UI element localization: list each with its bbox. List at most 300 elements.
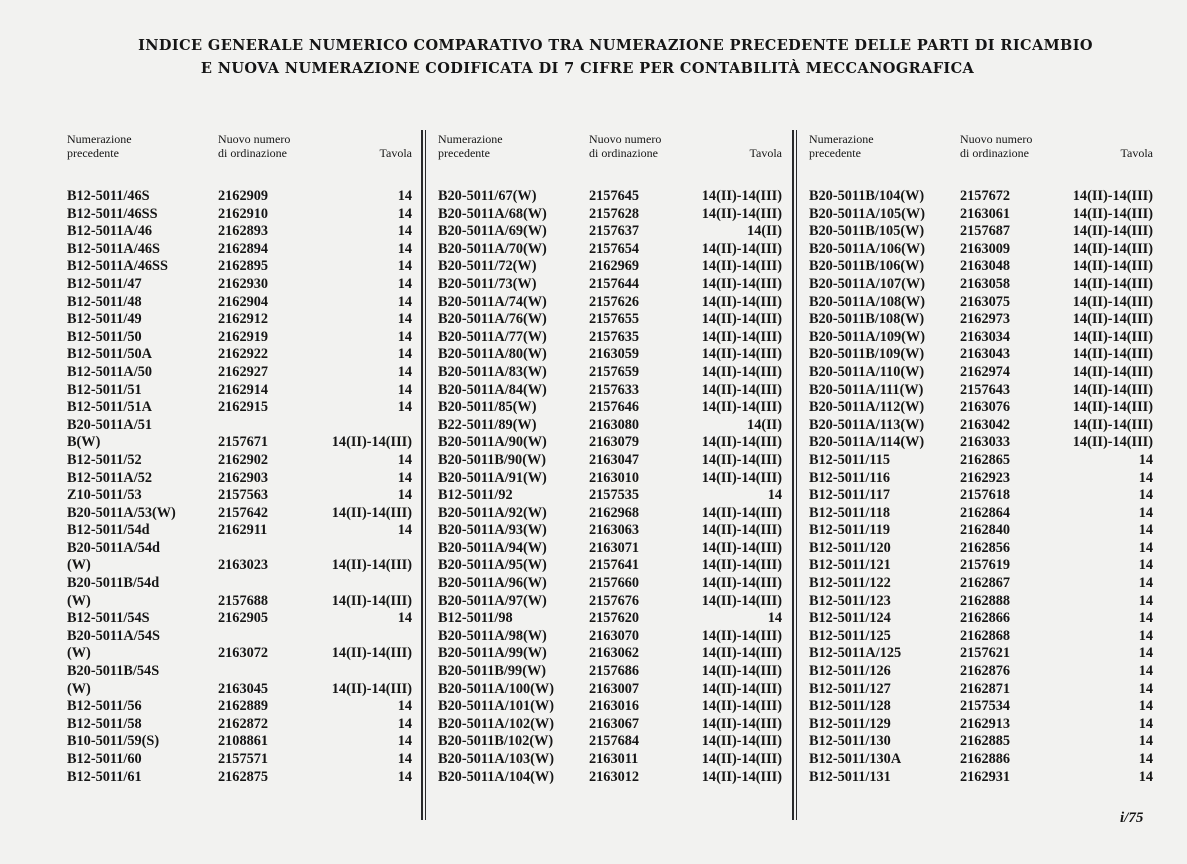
table-ref: 14 [397, 733, 412, 750]
previous-number: B20-5011A/113(W) [809, 416, 925, 433]
table-row [67, 399, 412, 417]
table-ref: 14(II)-14(III) [701, 715, 782, 732]
table-row [809, 346, 1153, 364]
table-ref: 14(II)-14(III) [701, 680, 782, 697]
header-new-number [589, 132, 661, 160]
table-row [809, 206, 1153, 224]
previous-number: B12-5011A/46S [67, 240, 160, 257]
previous-number: B20-5011B/90(W) [438, 451, 547, 468]
new-order-number: 2162919 [218, 328, 269, 345]
new-order-number: 2157684 [589, 733, 640, 750]
header-text: precedente [809, 146, 861, 160]
table-row [438, 557, 782, 575]
previous-number: B12-5011/115 [809, 451, 891, 468]
table-ref: 14 [1138, 768, 1153, 785]
table-row [438, 399, 782, 417]
previous-number: B12-5011/51 [67, 381, 142, 398]
table-ref: 14(II)-14(III) [701, 522, 782, 539]
table-row [809, 452, 1153, 470]
new-order-number: 2157654 [589, 240, 640, 257]
table-ref: 14(II)-14(III) [331, 592, 412, 609]
previous-number: B12-5011/58 [67, 715, 142, 732]
page-title-line-1: INDICE GENERALE NUMERICO COMPARATIVO TRA NUMERAZIONE PRECEDENTE DELLE PARTI DI RICAMBIO [138, 37, 1093, 54]
header-previous-numbering [809, 132, 874, 160]
new-order-number: 2163079 [589, 434, 640, 451]
previous-number: B20-5011A/106(W) [809, 240, 925, 257]
table-ref: 14 [1138, 751, 1153, 767]
previous-number: B12-5011/54S [67, 610, 150, 627]
header-table: Tavola [749, 146, 782, 160]
previous-number: B20-5011A/108(W) [809, 293, 925, 310]
table-row [809, 645, 1153, 663]
table-row [809, 505, 1153, 523]
table-ref: 14(II)-14(III) [1072, 188, 1153, 204]
table-row [67, 557, 412, 575]
new-order-number: 2162903 [218, 469, 269, 486]
new-order-number: 2163010 [589, 469, 640, 486]
previous-number: B20-5011B/108(W) [809, 311, 925, 328]
new-order-number: 2163061 [960, 205, 1011, 222]
table-ref: 14 [1138, 451, 1153, 468]
new-order-number: 2157645 [589, 188, 640, 204]
new-order-number: 2157571 [218, 751, 269, 767]
previous-number: B12-5011/119 [809, 522, 891, 539]
previous-number: B20-5011A/70(W) [438, 240, 547, 257]
table-ref: 14 [397, 715, 412, 732]
previous-number: B12-5011/92 [438, 487, 513, 504]
table-row [67, 329, 412, 347]
table-row [809, 593, 1153, 611]
table-ref: 14 [1138, 539, 1153, 556]
previous-number: (W) [67, 680, 91, 697]
table-ref: 14 [1138, 487, 1153, 504]
table-row [438, 452, 782, 470]
previous-number: B20-5011/73(W) [438, 275, 537, 292]
table-row [438, 382, 782, 400]
table-column-2 [438, 130, 782, 820]
table-row [809, 751, 1153, 769]
table-row [67, 716, 412, 734]
table-row [809, 522, 1153, 540]
table-ref: 14(II)-14(III) [1072, 311, 1153, 328]
table-ref: 14(II)-14(III) [701, 293, 782, 310]
table-ref: 14(II)-14(III) [701, 504, 782, 521]
table-row [809, 733, 1153, 751]
previous-number: B20-5011A/98(W) [438, 627, 547, 644]
header-text: Numerazione [67, 132, 132, 146]
new-order-number: 2162973 [960, 311, 1011, 328]
header-text: Nuovo numero [218, 132, 291, 146]
table-ref: 14 [1138, 557, 1153, 574]
new-order-number: 2157535 [589, 487, 640, 504]
table-ref: 14(II)-14(III) [1072, 205, 1153, 222]
table-ref: 14(II)-14(III) [701, 275, 782, 292]
table-row [438, 311, 782, 329]
previous-number: B12-5011/118 [809, 504, 891, 521]
new-order-number: 2157563 [218, 487, 269, 504]
previous-number: B12-5011/48 [67, 293, 142, 310]
previous-number: B20-5011B/99(W) [438, 663, 547, 680]
table-row [67, 751, 412, 769]
table-rows [67, 188, 412, 786]
previous-number: B20-5011A/99(W) [438, 645, 547, 662]
table-row [809, 276, 1153, 294]
table-row [438, 645, 782, 663]
new-order-number: 2162913 [960, 715, 1011, 732]
new-order-number: 2163063 [589, 522, 640, 539]
header-text: di ordinazione [589, 146, 658, 160]
previous-number: B20-5011A/102(W) [438, 715, 554, 732]
previous-number: B12-5011/49 [67, 311, 142, 328]
table-ref: 14(II)-14(III) [701, 733, 782, 750]
new-order-number: 2163080 [589, 416, 640, 433]
previous-number: B20-5011A/76(W) [438, 311, 547, 328]
table-ref: 14 [1138, 504, 1153, 521]
table-ref: 14(II)-14(III) [1072, 328, 1153, 345]
new-order-number: 2162868 [960, 627, 1011, 644]
previous-number: B20-5011A/74(W) [438, 293, 547, 310]
table-ref: 14(II)-14(III) [331, 504, 412, 521]
table-ref: 14(II)-14(III) [701, 575, 782, 592]
table-row [438, 628, 782, 646]
new-order-number: 2157620 [589, 610, 640, 627]
table-row [67, 733, 412, 751]
new-order-number: 2163009 [960, 240, 1011, 257]
header-text: Nuovo numero [960, 132, 1033, 146]
table-rows [809, 188, 1153, 786]
column-header [809, 130, 1153, 170]
table-row [809, 417, 1153, 435]
page-number: i/75 [1120, 810, 1144, 826]
table-ref: 14(II)-14(III) [1072, 399, 1153, 416]
previous-number: B10-5011/59(S) [67, 733, 160, 750]
table-row [809, 258, 1153, 276]
table-ref: 14 [1138, 645, 1153, 662]
table-ref: 14 [397, 487, 412, 504]
table-ref: 14(II)-14(III) [701, 663, 782, 680]
previous-number: B12-5011/54d [67, 522, 150, 539]
table-row [438, 258, 782, 276]
previous-number: B20-5011A/54S [67, 627, 160, 644]
new-order-number: 2162893 [218, 223, 269, 240]
previous-number: B20-5011/67(W) [438, 188, 537, 204]
table-row [438, 329, 782, 347]
previous-number: B20-5011A/104(W) [438, 768, 554, 785]
table-row [438, 294, 782, 312]
new-order-number: 2162867 [960, 575, 1011, 592]
header-previous-numbering [67, 132, 132, 160]
previous-number: B12-5011/60 [67, 751, 142, 767]
new-order-number: 2162894 [218, 240, 269, 257]
previous-number: B12-5011A/46 [67, 223, 152, 240]
previous-number: B12-5011/116 [809, 469, 891, 486]
table-row [438, 417, 782, 435]
table-ref: 14 [397, 522, 412, 539]
previous-number: B20-5011A/69(W) [438, 223, 547, 240]
previous-number: B20-5011A/92(W) [438, 504, 547, 521]
new-order-number: 2163059 [589, 346, 640, 363]
new-order-number: 2162930 [218, 275, 269, 292]
table-ref: 14 [1138, 627, 1153, 644]
new-order-number: 2162886 [960, 751, 1011, 767]
previous-number: B20-5011A/93(W) [438, 522, 547, 539]
table-row [67, 505, 412, 523]
table-column-3 [809, 130, 1153, 820]
new-order-number: 2162840 [960, 522, 1011, 539]
header-previous-numbering [438, 132, 503, 160]
table-ref: 14 [397, 346, 412, 363]
previous-number: B12-5011/56 [67, 698, 142, 715]
column-divider [796, 130, 797, 820]
previous-number: B12-5011/98 [438, 610, 513, 627]
new-order-number: 2162885 [960, 733, 1011, 750]
table-row [809, 628, 1153, 646]
table-row [67, 645, 412, 663]
previous-number: B20-5011A/112(W) [809, 399, 925, 416]
new-order-number: 2157641 [589, 557, 640, 574]
new-order-number: 2157659 [589, 363, 640, 380]
table-row [67, 452, 412, 470]
new-order-number: 2163011 [589, 751, 639, 767]
table-ref: 14 [1138, 522, 1153, 539]
table-ref: 14(II)-14(III) [1072, 434, 1153, 451]
previous-number: B20-5011A/84(W) [438, 381, 547, 398]
table-row [438, 188, 782, 206]
new-order-number: 2163045 [218, 680, 269, 697]
new-order-number: 2162931 [960, 768, 1011, 785]
previous-number: B12-5011/130A [809, 751, 902, 767]
previous-number: B20-5011B/102(W) [438, 733, 554, 750]
table-row [67, 294, 412, 312]
previous-number: B(W) [67, 434, 101, 451]
previous-number: B12-5011A/46SS [67, 258, 168, 275]
table-row [67, 417, 412, 435]
new-order-number: 2163034 [960, 328, 1011, 345]
new-order-number: 2157621 [960, 645, 1011, 662]
previous-number: B20-5011B/109(W) [809, 346, 925, 363]
table-ref: 14 [1138, 680, 1153, 697]
new-order-number: 2163067 [589, 715, 640, 732]
previous-number: B12-5011/51A [67, 399, 152, 416]
table-row [809, 329, 1153, 347]
table-row [809, 364, 1153, 382]
table-row [809, 663, 1153, 681]
table-row [809, 241, 1153, 259]
table-row [809, 399, 1153, 417]
page-title-line-2: E NUOVA NUMERAZIONE CODIFICATA DI 7 CIFRE PER CONTABILITÀ MECCANOGRAFICA [200, 60, 975, 77]
table-row [438, 733, 782, 751]
table-ref: 14(II)-14(III) [701, 399, 782, 416]
table-ref: 14(II) [747, 416, 782, 433]
new-order-number: 2157688 [218, 592, 269, 609]
table-row [438, 522, 782, 540]
previous-number: B12-5011/130 [809, 733, 891, 750]
table-row [438, 716, 782, 734]
table-row [67, 364, 412, 382]
new-order-number: 2162871 [960, 680, 1011, 697]
table-ref: 14(II)-14(III) [331, 680, 412, 697]
table-row [67, 346, 412, 364]
new-order-number: 2162905 [218, 610, 269, 627]
new-order-number: 2157644 [589, 275, 640, 292]
table-row [809, 188, 1153, 206]
table-row [438, 698, 782, 716]
new-order-number: 2162914 [218, 381, 269, 398]
previous-number: B12-5011/120 [809, 539, 891, 556]
new-order-number: 2163016 [589, 698, 640, 715]
previous-number: B12-5011/124 [809, 610, 891, 627]
table-ref: 14(II)-14(III) [701, 434, 782, 451]
table-ref: 14(II)-14(III) [331, 557, 412, 574]
previous-number: (W) [67, 645, 91, 662]
table-ref: 14 [1138, 698, 1153, 715]
new-order-number: 2157635 [589, 328, 640, 345]
new-order-number: 2157643 [960, 381, 1011, 398]
previous-number: B20-5011B/54d [67, 575, 160, 592]
table-row [438, 434, 782, 452]
new-order-number: 2162864 [960, 504, 1011, 521]
new-order-number: 2162866 [960, 610, 1011, 627]
table-ref: 14(II)-14(III) [1072, 258, 1153, 275]
new-order-number: 2163047 [589, 451, 640, 468]
table-ref: 14 [1138, 715, 1153, 732]
previous-number: B20-5011B/106(W) [809, 258, 925, 275]
table-row [438, 663, 782, 681]
previous-number: B12-5011/131 [809, 768, 891, 785]
table-row [809, 470, 1153, 488]
previous-number: B20-5011A/110(W) [809, 363, 925, 380]
previous-number: B20-5011B/104(W) [809, 188, 925, 204]
previous-number: B20-5011B/105(W) [809, 223, 925, 240]
header-table: Tavola [1120, 146, 1153, 160]
previous-number: B12-5011/46SS [67, 205, 158, 222]
table-ref: 14 [1138, 610, 1153, 627]
new-order-number: 2163042 [960, 416, 1011, 433]
table-ref: 14 [397, 188, 412, 204]
new-order-number: 2162912 [218, 311, 269, 328]
table-ref: 14(II)-14(III) [701, 328, 782, 345]
table-ref: 14(II)-14(III) [1072, 293, 1153, 310]
header-text: Numerazione [809, 132, 874, 146]
table-row [67, 241, 412, 259]
table-ref: 14(II)-14(III) [701, 627, 782, 644]
header-new-number [218, 132, 290, 160]
column-divider [425, 130, 426, 820]
previous-number: B20-5011A/114(W) [809, 434, 925, 451]
previous-number: B20-5011A/91(W) [438, 469, 547, 486]
new-order-number: 2163058 [960, 275, 1011, 292]
table-ref: 14(II)-14(III) [1072, 346, 1153, 363]
table-row [67, 206, 412, 224]
table-row [67, 610, 412, 628]
table-row [67, 258, 412, 276]
new-order-number: 2162872 [218, 715, 269, 732]
previous-number: B20-5011A/111(W) [809, 381, 924, 398]
previous-number: B20-5011A/109(W) [809, 328, 925, 345]
table-ref: 14 [397, 363, 412, 380]
table-ref: 14(II)-14(III) [701, 311, 782, 328]
previous-number: B20-5011A/105(W) [809, 205, 925, 222]
table-ref: 14(II)-14(III) [701, 539, 782, 556]
table-row [809, 698, 1153, 716]
new-order-number: 2157619 [960, 557, 1011, 574]
previous-number: B12-5011/125 [809, 627, 891, 644]
new-order-number: 2157686 [589, 663, 640, 680]
previous-number: Z10-5011/53 [67, 487, 142, 504]
header-text: di ordinazione [218, 146, 287, 160]
table-ref: 14 [397, 275, 412, 292]
new-order-number: 2157676 [589, 592, 640, 609]
previous-number: B20-5011A/94(W) [438, 539, 547, 556]
table-row [67, 223, 412, 241]
table-ref: 14 [397, 469, 412, 486]
new-order-number: 2163007 [589, 680, 640, 697]
table-ref: 14 [397, 768, 412, 785]
table-row [809, 681, 1153, 699]
table-ref: 14 [1138, 733, 1153, 750]
previous-number: B20-5011A/80(W) [438, 346, 547, 363]
table-column-1 [67, 130, 412, 820]
previous-number: B20-5011A/54d [67, 539, 160, 556]
new-order-number: 2157618 [960, 487, 1011, 504]
table-row [809, 540, 1153, 558]
previous-number: B12-5011/123 [809, 592, 891, 609]
table-ref: 14(II)-14(III) [701, 363, 782, 380]
table-row [67, 628, 412, 646]
previous-number: B12-5011/129 [809, 715, 891, 732]
table-row [67, 698, 412, 716]
table-ref: 14(II) [747, 223, 782, 240]
column-header [438, 130, 782, 170]
table-row [809, 311, 1153, 329]
table-row [67, 276, 412, 294]
header-text: di ordinazione [960, 146, 1029, 160]
table-row [809, 382, 1153, 400]
new-order-number: 2162895 [218, 258, 269, 275]
previous-number: B20-5011A/68(W) [438, 205, 547, 222]
header-text: Nuovo numero [589, 132, 662, 146]
table-row [67, 540, 412, 558]
header-table: Tavola [379, 146, 412, 160]
table-row [67, 522, 412, 540]
previous-number: B12-5011A/52 [67, 469, 152, 486]
table-row [438, 223, 782, 241]
table-ref: 14(II)-14(III) [331, 645, 412, 662]
previous-number: B20-5011A/96(W) [438, 575, 547, 592]
table-row [438, 346, 782, 364]
table-ref: 14(II)-14(III) [1072, 275, 1153, 292]
table-ref: 14 [1138, 575, 1153, 592]
previous-number: B12-5011/46S [67, 188, 150, 204]
new-order-number: 2163071 [589, 539, 640, 556]
table-row [809, 294, 1153, 312]
table-row [438, 487, 782, 505]
previous-number: B20-5011A/77(W) [438, 328, 547, 345]
new-order-number: 2162968 [589, 504, 640, 521]
table-row [438, 364, 782, 382]
table-ref: 14 [397, 399, 412, 416]
table-ref: 14(II)-14(III) [701, 381, 782, 398]
header-text: precedente [67, 146, 119, 160]
table-ref: 14 [397, 610, 412, 627]
table-row [438, 751, 782, 769]
new-order-number: 2163033 [960, 434, 1011, 451]
new-order-number: 2162875 [218, 768, 269, 785]
table-row [67, 188, 412, 206]
new-order-number: 2162904 [218, 293, 269, 310]
new-order-number: 2163062 [589, 645, 640, 662]
table-row [809, 487, 1153, 505]
